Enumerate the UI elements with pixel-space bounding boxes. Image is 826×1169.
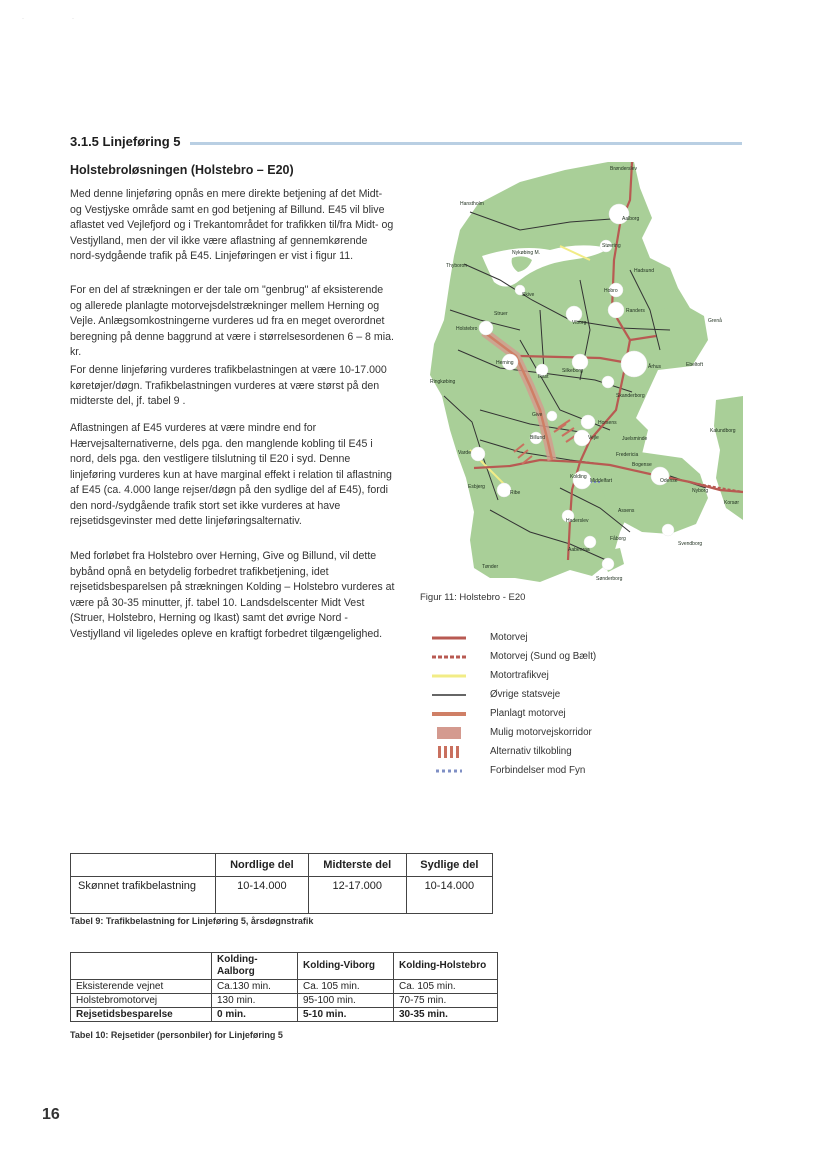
- table-header-cell: Kolding-Aalborg: [212, 953, 298, 980]
- legend-label: Motorvej: [490, 632, 528, 643]
- table-cell: 30-35 min.: [394, 1008, 498, 1022]
- table-header-cell: [71, 953, 212, 980]
- legend-label: Alternativ tilkobling: [490, 746, 572, 757]
- city-label: Silkeborg: [562, 368, 583, 374]
- table-cell: 10-14.000: [406, 877, 492, 914]
- table-cell: 0 min.: [212, 1008, 298, 1022]
- legend-item: [432, 761, 732, 780]
- alternative-connection-hatch-icon: [432, 745, 466, 759]
- city-label: Struer: [494, 311, 508, 317]
- table-cell: Ca.130 min.: [212, 980, 298, 994]
- city-label: Aalborg: [622, 216, 640, 222]
- city-label: Ikast: [538, 374, 549, 380]
- legend-item: [432, 723, 732, 742]
- city-label: Tønder: [482, 564, 499, 570]
- planned-motorway-line-icon: [432, 707, 466, 721]
- table-cell: 10-14.000: [216, 877, 309, 914]
- table-header-cell: Nordlige del: [216, 854, 309, 877]
- paragraph-3: For denne linjeføring vurderes trafikbelastningen at være 10-17.000 køretøjer/døgn. Trafikbelastningen vurderes at være størst på den midterste del, jf. tabel 9 .: [70, 364, 387, 407]
- city-label: Ribe: [510, 490, 521, 496]
- city-label: Odense: [660, 478, 678, 484]
- paragraph-5: Med forløbet fra Holstebro over Herning, Give og Billund, vil dette bybånd opnå en betydelig forbedret trafikbetjening, idet rejsetidsbesparelsen på strækningen Kolding – Holstebro vurderes at være på 30-35 minutter, jf. tabel 10. Landsdelscenter Midt Vest (Struer, Holstebro, Herning og Ikast) samt det øvrige Nord - Vestjylland vil ligeledes opleve en kraftigt forbedret tilgængelighed.: [70, 550, 395, 640]
- table-header-cell: [71, 854, 216, 877]
- city-label: Kalundborg: [710, 428, 736, 434]
- state-road-line-icon: [432, 688, 466, 702]
- city-label: Fredericia: [616, 452, 639, 458]
- city-label: Brønderslev: [610, 166, 637, 172]
- city-label: Billund: [530, 435, 546, 441]
- city-label: Ebeltoft: [686, 362, 703, 368]
- table10-caption: Tabel 10: Rejsetider (personbiler) for Linjeføring 5: [70, 1030, 283, 1040]
- table-cell: Eksisterende vejnet: [71, 980, 212, 994]
- city-label: Nykøbing M.: [512, 250, 541, 256]
- travel-time-table: [70, 952, 498, 1022]
- city-label: Holstebro: [456, 326, 478, 332]
- legend-label: Mulig motorvejskorridor: [490, 727, 592, 738]
- map-legend: [432, 628, 732, 780]
- table-cell: Rejsetidsbesparelse: [71, 1008, 212, 1022]
- paragraph-2: For en del af strækningen er der tale om "genbrug" af eksisterende og allerede planlagte motorvejsdelstrækninger mellem Herning og Vejle. Anlægsomkostningerne vurderes ud fra en meget overordnet beregning på denne baggrund at være i størrelsesordenen 6 – 8 mia. kr.: [70, 284, 394, 358]
- city-label: Hadsund: [634, 268, 655, 274]
- city-label: Haderslev: [566, 518, 589, 524]
- legend-item: [432, 704, 732, 723]
- city-label: Esbjerg: [468, 484, 485, 490]
- city-label: Hanstholm: [460, 201, 484, 207]
- city-label: Juelsminde: [622, 436, 648, 442]
- city-label: Fåborg: [610, 536, 626, 542]
- city-label: Støvring: [602, 243, 621, 249]
- city-label: Skive: [522, 292, 535, 298]
- city-label: Ringkøbing: [430, 379, 456, 385]
- legend-label: Motortrafikvej: [490, 670, 549, 681]
- table-cell: 95-100 min.: [298, 994, 394, 1008]
- city-label: Kolding: [570, 474, 587, 480]
- city-label: Korsør: [724, 500, 739, 506]
- city-label: Svendborg: [678, 541, 703, 547]
- city-label: Give: [532, 412, 543, 418]
- table-cell: Ca. 105 min.: [394, 980, 498, 994]
- table-cell: 130 min.: [212, 994, 298, 1008]
- scan-mark: ·: [22, 16, 24, 22]
- table-header-cell: Kolding-Viborg: [298, 953, 394, 980]
- city-label: Sønderborg: [596, 576, 623, 582]
- legend-item: [432, 685, 732, 704]
- legend-label: Forbindelser mod Fyn: [490, 765, 586, 776]
- city-label: Assens: [618, 508, 635, 514]
- table-header-row: [71, 953, 498, 980]
- paragraph-4: Aflastningen af E45 vurderes at være mindre end for Hærvejsalternativerne, dels pga. den manglende kobling til E45 i nord, dels pga. den vestligere tilslutning til E20 i syd. Denne linjeføring vurderes kun at have marginal effekt i relation til aflastning af E45 (ca. 4.000 lange rejser/døgn på den sydlige del af E45), fordi den nord-/sydgående trafik stort set ikke vurderes at have rejsetidsgevinster med dette linjeføringsalternativ.: [70, 422, 392, 527]
- city-label: Hobro: [604, 288, 618, 294]
- table-row: [71, 1008, 498, 1022]
- bridge-motorway-line-icon: [432, 650, 466, 664]
- legend-item: [432, 647, 732, 666]
- table-header-cell: Sydlige del: [406, 854, 492, 877]
- table9-caption: Tabel 9: Trafikbelastning for Linjeføring 5, årsdøgnstrafik: [70, 916, 314, 926]
- table-header-cell: Kolding-Holstebro: [394, 953, 498, 980]
- table-cell: Ca. 105 min.: [298, 980, 394, 994]
- table-header-row: [71, 854, 493, 877]
- traffic-load-table: [70, 853, 493, 914]
- table-row: [71, 980, 498, 994]
- legend-item: [432, 742, 732, 761]
- legend-label: Planlagt motorvej: [490, 708, 566, 719]
- heading-rule: [190, 142, 742, 145]
- city-label: Vejle: [588, 435, 599, 441]
- motorway-line-icon: [432, 631, 466, 645]
- table-cell: Skønnet trafikbelastning: [71, 877, 216, 914]
- legend-label: Motorvej (Sund og Bælt): [490, 651, 597, 662]
- table-cell: Holstebromotorvej: [71, 994, 212, 1008]
- city-label: Grenå: [708, 318, 722, 324]
- table-row: [71, 877, 493, 914]
- city-label: Bogense: [632, 462, 652, 468]
- city-label: Thyboron: [446, 263, 468, 269]
- legend-item: [432, 666, 732, 685]
- section-heading: 3.1.5 Linjeføring 5: [70, 134, 181, 149]
- corridor-band-icon: [432, 726, 466, 740]
- city-label: Aabenraa: [568, 547, 590, 553]
- table-cell: 5-10 min.: [298, 1008, 394, 1022]
- table-row: [71, 994, 498, 1008]
- section-subtitle: Holstebroløsningen (Holstebro – E20): [70, 163, 294, 177]
- city-label: Varde: [458, 450, 471, 456]
- page-number: 16: [42, 1106, 60, 1123]
- city-label: Århus: [648, 364, 662, 370]
- scan-mark: ·: [72, 16, 74, 22]
- city-label: Nyborg: [692, 488, 709, 494]
- city-label: Viborg: [572, 320, 587, 326]
- funen-connection-dots-icon: [432, 764, 466, 778]
- figure-caption: Figur 11: Holstebro - E20: [420, 592, 526, 603]
- city-label: Herning: [496, 360, 514, 366]
- table-cell: 70-75 min.: [394, 994, 498, 1008]
- paragraph-1: Med denne linjeføring opnås en mere direkte betjening af det Midt- og Vestjyske område samt en god betjening af Billund. E45 vil blive aflastet ved Vejlefjord og i Trekantområdet for trafikken til/fra Midt- og Vestjylland, men der vil ikke være aflastning af gennemkørende nord-sydgående trafik på E45. Linjeføringen er vist i figur 11.: [70, 188, 394, 262]
- table-cell: 12-17.000: [308, 877, 406, 914]
- legend-label: Øvrige statsveje: [490, 689, 561, 700]
- city-label: Skanderborg: [616, 393, 645, 399]
- table-header-cell: Midterste del: [308, 854, 406, 877]
- legend-item: [432, 628, 732, 647]
- route-map: [420, 160, 743, 587]
- city-label: Randers: [626, 308, 645, 314]
- city-label: Horsens: [598, 420, 617, 426]
- city-label: Middelfart: [590, 478, 612, 484]
- expressway-line-icon: [432, 669, 466, 683]
